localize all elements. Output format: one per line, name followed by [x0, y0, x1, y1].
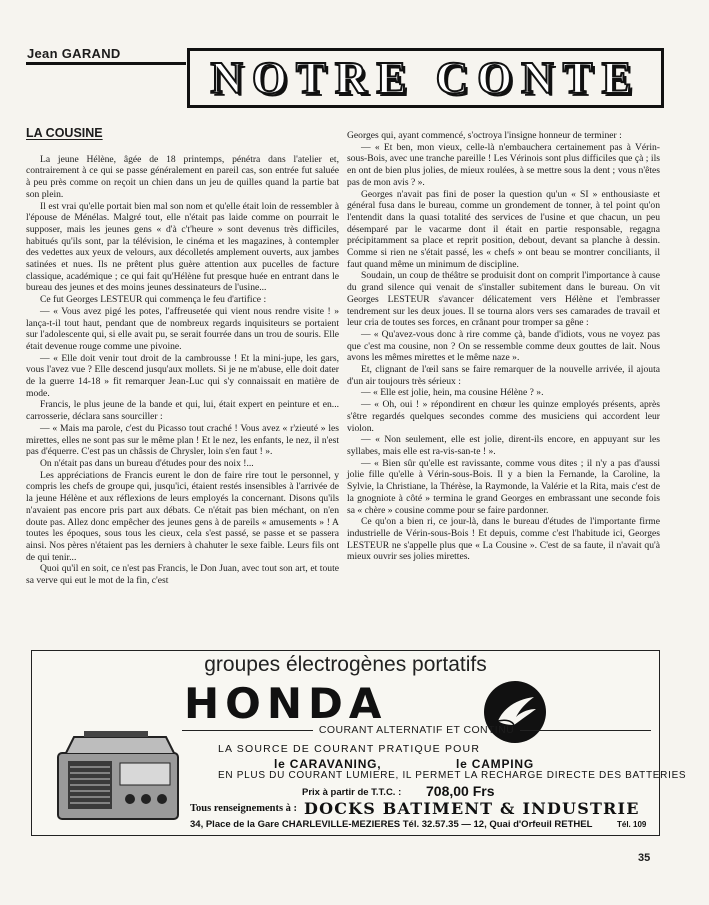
paragraph: Georges qui, ayant commencé, s'octroya l'insigne honneur de terminer :	[347, 130, 622, 141]
paragraph: Et, clignant de l'œil sans se faire remarquer de la nouvelle arrivée, il ajouta d'un air toujours très sérieux :	[347, 364, 660, 387]
paragraph: Francis, le plus jeune de la bande et qui, lui, était expert en peinture et en... carrosserie, déclara sans sourciller :	[26, 399, 339, 423]
paragraph: La jeune Hélène, âgée de 18 printemps, pénétra dans l'atelier et, contrairement à ce qui se passe généralement en pareil cas, son entrée fut saluée à peu près comme on reçoit un chien dans un jeu de quilles quand la partie bat son plein.	[26, 153, 339, 200]
story-column-2	[347, 130, 660, 563]
header-rule	[26, 62, 186, 65]
paragraph: Quoi qu'il en soit, ce n'est pas Francis, le Don Juan, avec tout son art, et toute sa verve qui eut le mot de la fin, c'est	[26, 563, 339, 587]
dealer-name: DOCKS BATIMENT & INDUSTRIE	[304, 799, 640, 818]
brand-logo-text: HONDA	[184, 679, 388, 728]
current-type-text: COURANT ALTERNATIF ET CONTINU	[318, 724, 515, 736]
story-column-1	[26, 128, 339, 587]
paragraph: On n'était pas dans un bureau d'études pour des noix !...	[40, 457, 254, 469]
paragraph: Ce fut Georges LESTEUR qui commença le feu d'artifice :	[40, 294, 267, 306]
ad-use-camping: le CAMPING	[456, 757, 535, 771]
ad-headline: groupes électrogènes portatifs	[204, 653, 487, 676]
paragraph: Il est vrai qu'elle portait bien mal son nom et qu'elle était loin de ressembler à l'épouse de Ménélas. Malgré tout, elle n'était pas laide comme on pourrait le supposer, mais les jeunes gens « d'à c't'heure » sont devenus très difficiles, habitués qu'ils sont, par la télévision, le cinéma et les magazines, à contempler des vedettes aux yeux de velours, aux décolletés amplement ouverts, aux jambes satinées et nues. Ils ne prêtent plus guère attention aux pucelles de facture classique, académique ; ce qui fait qu'Hélène fut presque huée en entrant dans le bureau des jeunes et des moins jeunes dessinateurs de l'usine...	[26, 200, 339, 294]
paragraph: — « Qu'avez-vous donc à rire comme çà, bande d'idiots, vous ne voyez pas que c'est ma cousine, non ? On se ressemble comme deux gouttes de lait. Nous avons les mêmes mirettes et le même naze ».	[347, 328, 660, 364]
paragraph: — « Mais ma parole, c'est du Picasso tout craché ! Vous avez « r'zieuté » les mirettes, elles ne sont pas sur le même plan ! Et le nez, les enfants, le nez, il n'est pas d'équerre. C'est pas un châssis de Chrysler, loin s'en faut ! ».	[26, 422, 339, 458]
paragraph: Soudain, un coup de théâtre se produisit dont on comprit l'importance à cause du grand silence qui venait de s'installer subitement dans le bureau. On vit Georges LESTEUR s'avancer délicatement vers Hélène et l'embrasser tendrement sur les deux joues. Il se tourna alors vers ses camarades de travail et leur cria de toutes ses forces, en crânant pour tromper sa gêne :	[347, 270, 660, 329]
price-value: 708,00 Frs	[426, 783, 495, 799]
section-title-box	[187, 48, 664, 108]
dealer-address: 34, Place de la Gare CHARLEVILLE-MEZIERES Tél. 32.57.35 — 12, Quai d'Orfeuil RETHEL	[190, 819, 593, 830]
paragraph: — « Vous avez pigé les potes, l'affreusetée qui vient nous rendre visite ! » lança-t-il tout haut, pendant que de nombreux regards inquisiteurs se portaient sur l'adolescente qui, si elle avait pu, se serait fourrée dans un trou de souris. Elle était devenue rouge comme une pivoine.	[26, 305, 339, 352]
paragraph: Georges n'avait pas fini de poser la question qu'un « SI » enthousiaste et général fusa dans le bureau, comme un grondement de tonner, à tel point qu'on l'entendit dans la quasi totalité des services de l'usine et que chacun, un peu désemparé par le vacarme dont il était en partie responsable, regagna précipitamment sa place et reprit position, debout, devant sa planche à dessin. Comme si rien ne s'était passé, les « chefs » ont beau se montrer conciliants, il faut quand même un minimum de discipline.	[347, 188, 660, 270]
author-name: Jean GARAND	[27, 46, 121, 61]
price-label: Prix à partir de T.T.C. :	[302, 787, 402, 798]
paragraph: — « Elle doit venir tout droit de la cambrousse ! Et la mini-jupe, les gars, vous l'avez vue ? Elle descend jusqu'aux mollets. Si je ne m'abuse, elle doit dater de la guerre 14-18 » fit remarquer Jean-Luc qui s'y connaissait en matière de mode.	[26, 352, 339, 399]
ad-use-caravaning: le CARAVANING,	[274, 757, 382, 771]
generator-illustration-icon	[54, 731, 186, 827]
ad-line-1: LA SOURCE DE COURANT PRATIQUE POUR	[218, 743, 481, 755]
paragraph: — « Et ben, mon vieux, celle-là n'embauchera certainement pas à Vérin-sous-Bois, avec une tranche pareille ! Les Vérinois sont plus difficiles que çà ; ils en ont de bien plus jolies, de mieux roulées, à se mettre sous la dent ; vous n'êtes pas de mon avis ? ».	[347, 141, 660, 188]
paragraph: — « Oh, oui ! » répondirent en chœur les quinze employés présents, après s'être regardés quelques secondes comme des musiciens qui accordent leur violon.	[347, 399, 660, 434]
story-title: LA COUSINE	[26, 126, 103, 140]
paragraph: — « Elle est jolie, hein, ma cousine Hélène ? ».	[361, 387, 544, 399]
honda-advertisement	[31, 650, 687, 836]
info-label: Tous renseignements à :	[190, 803, 298, 814]
ad-line-2: EN PLUS DU COURANT LUMIERE, IL PERMET LA RECHARGE DIRECTE DES BATTERIES	[218, 770, 687, 781]
paragraph: Ce qu'on a bien ri, ce jour-là, dans le bureau d'études de l'importante firme industrielle de Vérin-sous-Bois ! Et depuis, comme c'est l'habitude ici, Georges LESTEUR ne s'appelle plus que « La Cousine ». C'est de sa faute, il n'avait qu'à mieux ouvrir ses jolies mirettes.	[347, 516, 660, 563]
paragraph: — « Non seulement, elle est jolie, dirent-ils encore, en appuyant sur les syllabes, mais elle est ra-vis-san-te ! ».	[347, 434, 660, 457]
current-type-banner	[182, 723, 651, 737]
paragraph: Les appréciations de Francis eurent le don de faire rire tout le personnel, y compris les chefs de groupe qui, jusqu'ici, étaient restés insensibles à l'arrivée de la jeune Hélène et aux réflexions de leurs employés la concernant. Disons qu'ils n'avaient pas encore pris part aux débats. Ce n'était pas bien méchant, on n'en doute pas. Allez donc empêcher des jeunes gens à de pareils « amusements » ! A toutes les époques, sous tous les cieux, cela s'est passé, se passe et se passera ainsi. Nos pères n'étaient pas les derniers à chahuter le sexe faible. Leurs fils ont de qui tenir...	[26, 469, 339, 563]
dealer-phone-2: Tél. 109	[617, 820, 647, 829]
page-number: 35	[638, 852, 651, 864]
paragraph: — « Bien sûr qu'elle est ravissante, comme vous dites ; il n'y a pas d'aussi jolie fille qu'elle à Vérin-sous-Bois. Il y a bien la Fernande, la Caroline, la Sylvie, la Christiane, la Thérèse, la Raymonde, la Valérie et la Rita, mais c'est de la gnogniote à côté » termina le grand Georges en embrassant une seconde fois sa « chère » cousine comme pour se faire pardonner.	[347, 457, 660, 516]
section-title: NOTRE CONTE	[210, 53, 641, 103]
